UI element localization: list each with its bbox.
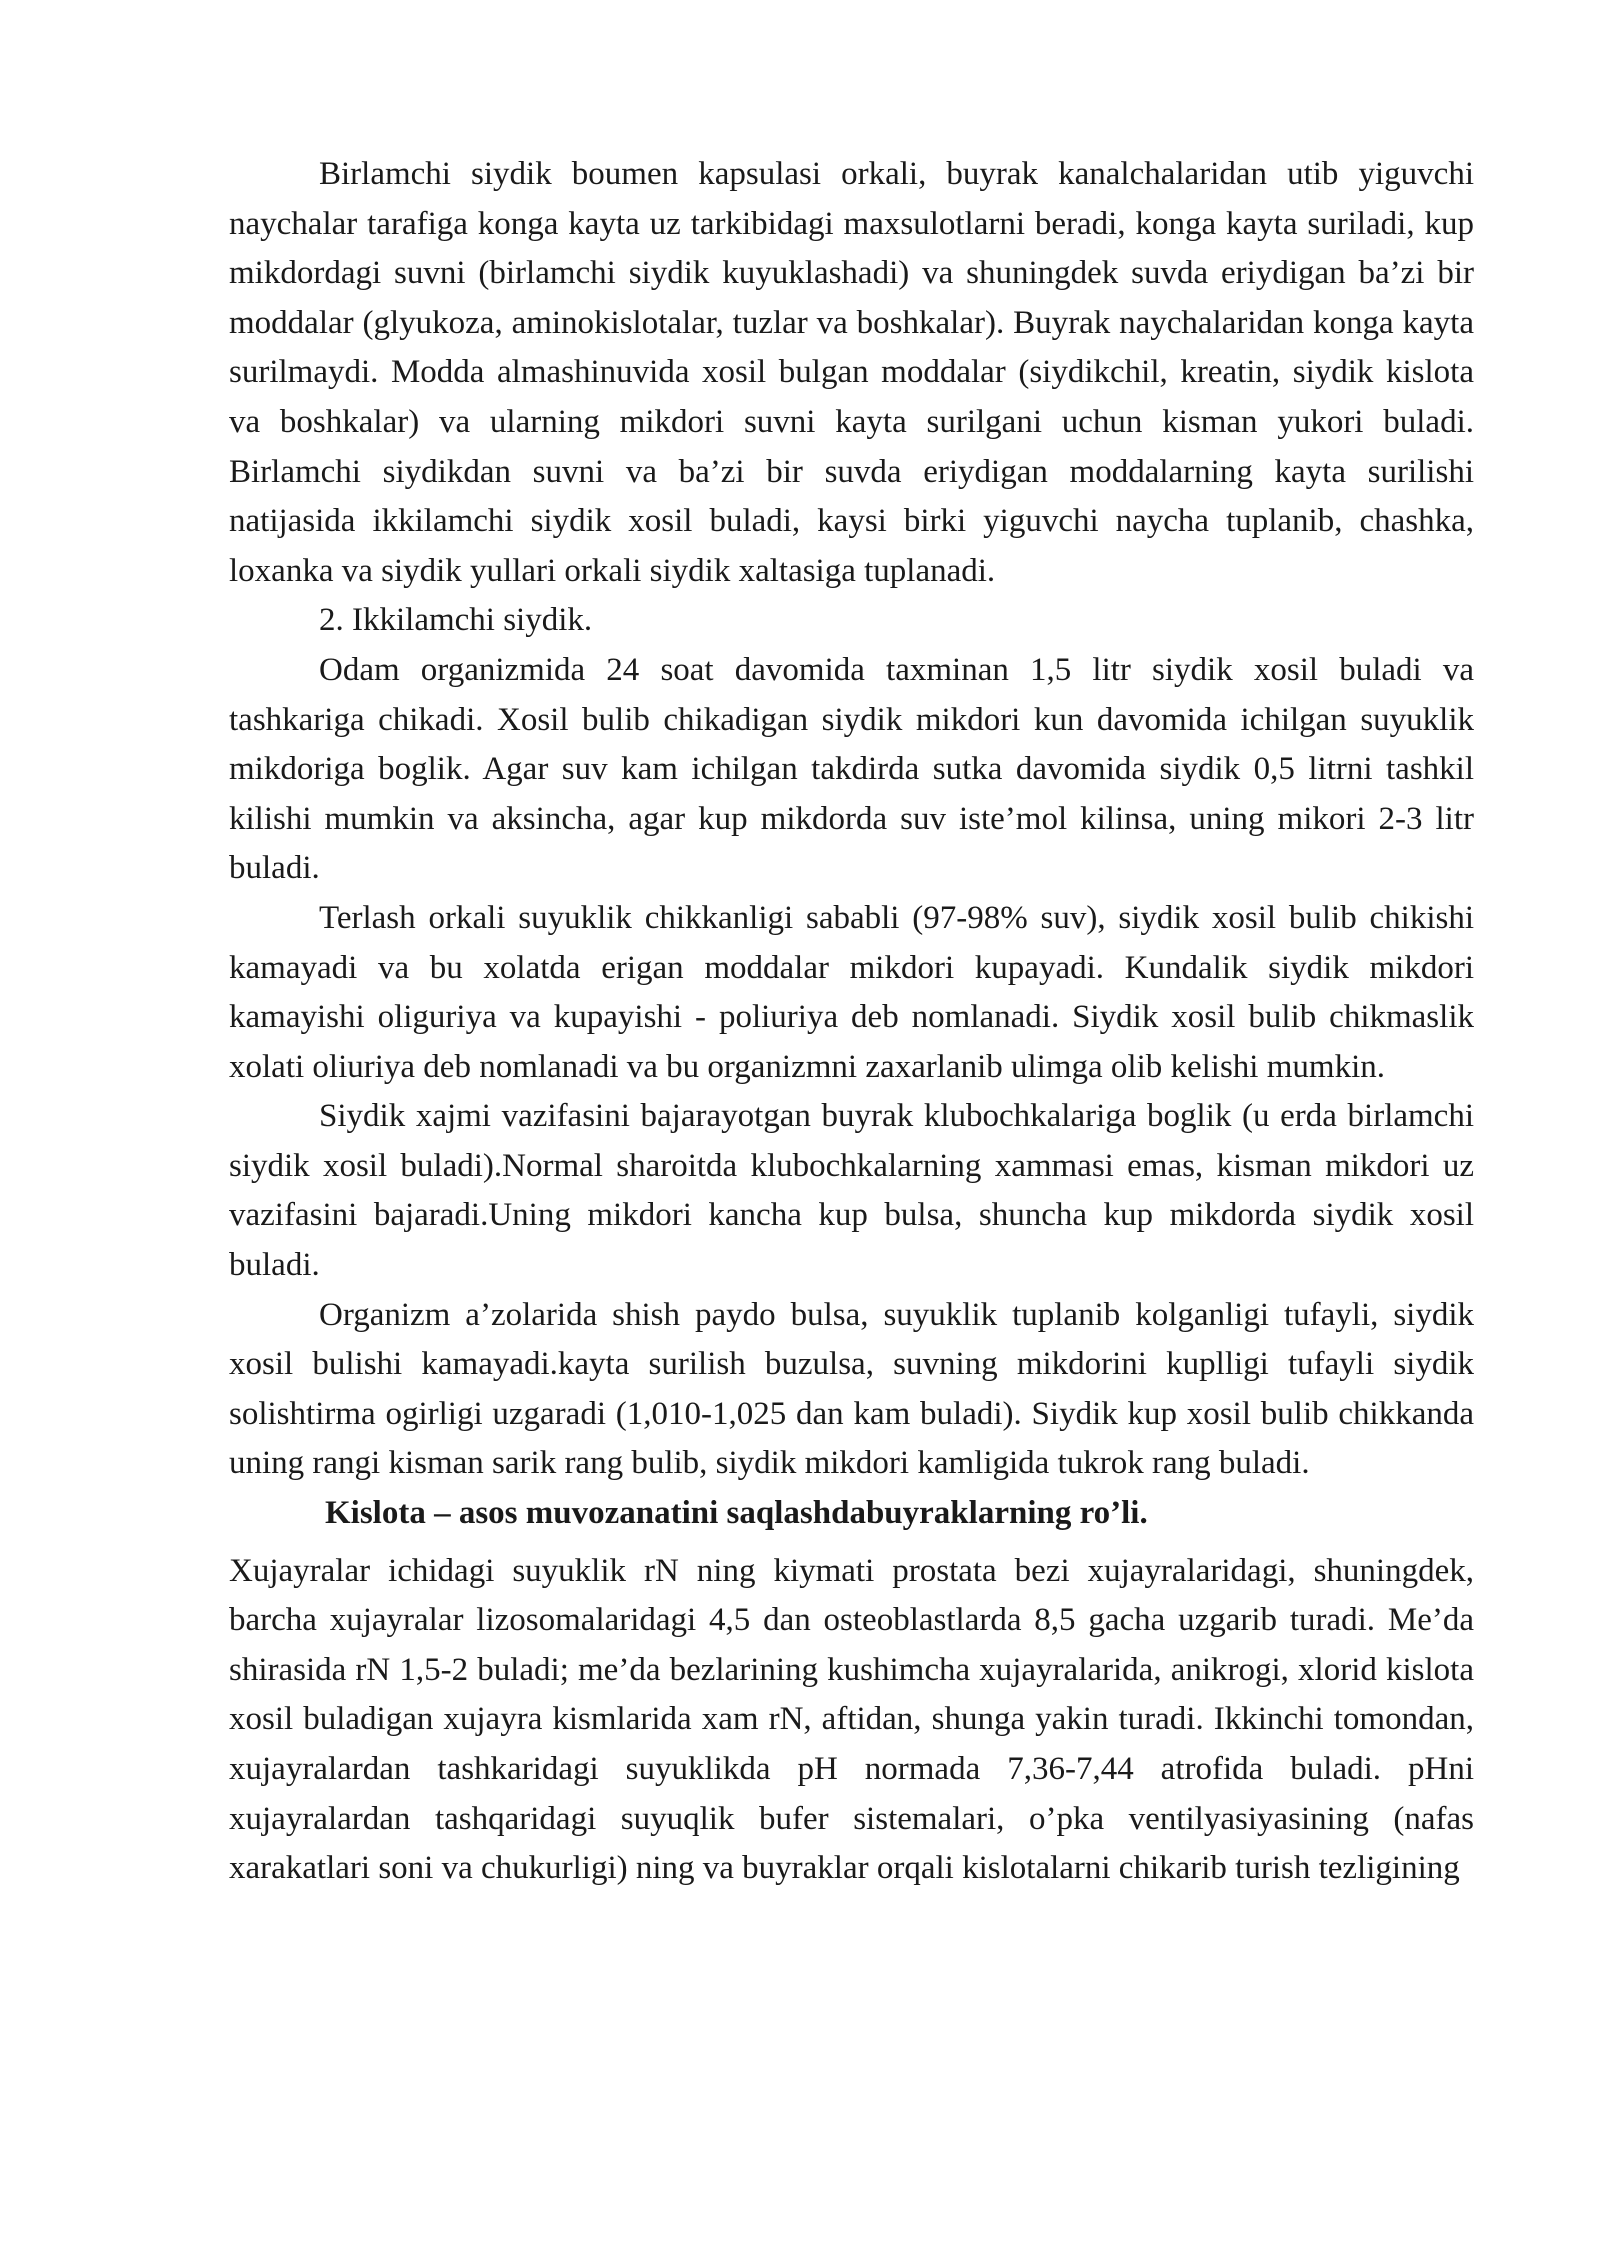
paragraph-glomeruli: Siydik xajmi vazifasini bajarayotgan buyrak klubochkalariga boglik (u erda birlamchi siydik xosil buladi).Normal sharoitda klubochkalarning xammasi emas, kisman mikdori uz vazifasini bajaradi.Uning mikdori kancha kup bulsa, shuncha kup mikdorda siydik xosil buladi.	[229, 1098, 1474, 1284]
paragraph-primary-urine: Birlamchi siydik boumen kapsulasi orkali, buyrak kanalchalaridan utib yiguvchi naychalar tarafiga konga kayta uz tarkibidagi maxsulotlarni beradi, konga kayta suriladi, kup mikdordagi suvni (birlamchi siydik kuyuklashadi) va shuningdek suvda eriydigan ba’zi bir moddalar (glyukoza, aminokislotalar, tuzlar va boshkalar). Buyrak naychalaridan konga kayta surilmaydi. Modda almashinuvida xosil bulgan moddalar (siydikchil, kreatin, siydik kislota va boshkalar) va ularning mikdori suvni kayta surilgani uchun kisman yukori buladi. Birlamchi siydikdan suvni va ba’zi bir suvda eriydigan moddalarning kayta surilishi natijasida ikkilamchi siydik xosil buladi, kaysi birki yiguvchi naycha tuplanib, chashka, loxanka va siydik yullari orkali siydik xaltasiga tuplanadi.	[229, 156, 1474, 589]
paragraph-daily-volume: Odam organizmida 24 soat davomida taxminan 1,5 litr siydik xosil buladi va tashkariga chikadi. Xosil bulib chikadigan siydik mikdori kun davomida ichilgan suyuklik mikdoriga boglik. Agar suv kam ichilgan takdirda sutka davomida siydik 0,5 litrni tashkil kilishi mumkin va aksincha, agar kup mikdorda suv iste’mol kilinsa, uning mikori 2-3 litr buladi.	[229, 651, 1474, 887]
paragraph-ph-values: Xujayralar ichidagi suyuklik rN ning kiymati prostata bezi xujayralaridagi, shuningdek, barcha xujayralar lizosomalaridagi 4,5 dan osteoblastlarda 8,5 gacha uzgarib turadi. Me’da shirasida rN 1,5-2 buladi; me’da bezlarining kushimcha xujayralarida, anikrogi, xlorid kislota xosil buladigan xujayra kismlarida xam rN, aftidan, shunga yakin turadi. Ikkinchi tomondan, xujayralardan tashkaridagi suyuklikda pH normada 7,36-7,44 atrofida buladi. pHni xujayralardan tashqaridagi suyuqlik bufer sistemalari, o’pka ventilyasiyasining (nafas xarakatlari soni va chukurligi) ning va buyraklar orqali kislotalarni chikarib turish tezligining	[229, 1552, 1474, 1887]
paragraph-edema: Organizm a’zolarida shish paydo bulsa, suyuklik tuplanib kolganligi tufayli, siydik xosil bulishi kamayadi.kayta surilish buzulsa, suvning mikdorini kuplligi tufayli siydik solishtirma ogirligi uzgaradi (1,010-1,025 dan kam buladi). Siydik kup xosil bulib chikkanda uning rangi kisman sarik rang bulib, siydik mikdori kamligida tukrok rang buladi.	[229, 1296, 1474, 1482]
document-body	[229, 150, 1474, 1894]
section-title-secondary-urine: 2. Ikkilamchi siydik.	[319, 602, 593, 639]
section-heading-acid-base: Kislota – asos muvozanatini saqlashdabuyraklarning ro’li.	[325, 1495, 1148, 1532]
paragraph-sweating: Terlash orkali suyuklik chikkanligi sababli (97-98% suv), siydik xosil bulib chikishi kamayadi va bu xolatda erigan moddalar mikdori kupayadi. Kundalik siydik mikdori kamayishi oliguriya va kupayishi - poliuriya deb nomlanadi. Siydik xosil bulib chikmaslik xolati oliuriya deb nomlanadi va bu organizmni zaxarlanib ulimga olib kelishi mumkin.	[229, 899, 1474, 1085]
